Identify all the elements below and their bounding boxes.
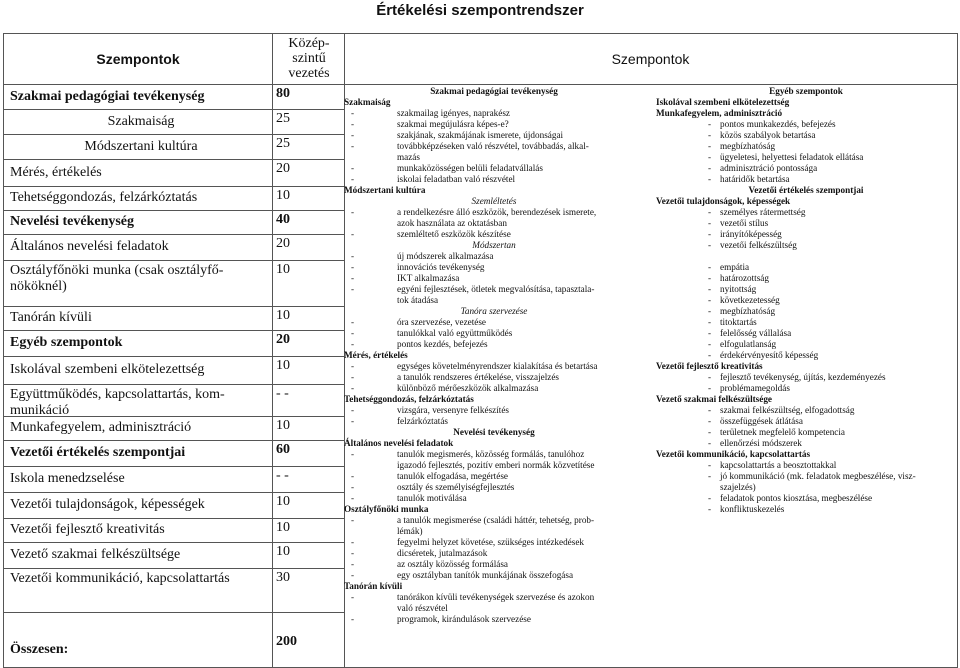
criteria-text: tanulók elfogadása, megértése <box>397 471 508 481</box>
criteria-text: tanulók motiválása <box>397 493 467 503</box>
bullet-dash: - <box>708 119 712 129</box>
criteria-line <box>656 383 956 394</box>
left-header-middle-management: Közép-szintű vezetés <box>288 36 330 81</box>
score-row <box>4 518 344 542</box>
criteria-line <box>344 372 644 383</box>
divider <box>4 466 344 467</box>
criteria-text: szakmai megújulásra képes-e? <box>397 119 509 129</box>
score-row-label: Vezető szakmai felkészültsége <box>10 547 181 562</box>
score-row-label: Nevelési tevékenység <box>10 214 135 229</box>
criteria-line <box>656 240 956 251</box>
criteria-text: tanórákon kívüli tevékenységek szervezése és azokon <box>397 592 595 602</box>
divider <box>4 492 344 493</box>
criteria-line <box>656 295 956 306</box>
score-row-label: Iskola menedzselése <box>10 471 125 486</box>
criteria-text: irányítóképesség <box>720 229 782 239</box>
score-row-label: Tehetséggondozás, felzárkóztatás <box>10 190 198 205</box>
score-row-label: Mérés, értékelés <box>10 164 102 180</box>
score-row <box>4 440 344 466</box>
criteria-line <box>344 262 644 273</box>
criteria-line <box>656 251 956 262</box>
criteria-line <box>656 405 956 416</box>
score-row <box>4 134 344 159</box>
criteria-line <box>344 108 644 119</box>
score-row <box>4 84 344 109</box>
score-row-value: 20 <box>276 236 290 251</box>
divider <box>272 34 273 667</box>
score-row-value: 60 <box>276 442 290 457</box>
criteria-line <box>656 119 956 130</box>
bullet-dash: - <box>351 141 355 151</box>
criteria-text: az osztály közösség formálása <box>397 559 508 569</box>
criteria-text: óra szervezése, vezetése <box>397 317 487 327</box>
right-header-criteria: Szempontok <box>611 51 690 67</box>
bullet-dash: - <box>351 548 355 558</box>
bullet-dash: - <box>351 284 355 294</box>
criteria-line <box>344 515 644 526</box>
score-row-label: Együttműködés, kapcsolattartás, kom-munikáció <box>10 387 225 418</box>
score-row <box>4 612 344 667</box>
criteria-line <box>344 482 644 493</box>
criteria-text: szakmai felkészültség, elfogadottság <box>720 405 855 415</box>
criteria-line <box>344 416 644 427</box>
score-row-value: 10 <box>276 418 290 433</box>
score-row-value: 10 <box>276 544 290 559</box>
criteria-text: a tanulók megismerése (családi háttér, tehetség, prob- <box>397 515 595 525</box>
divider <box>4 356 344 357</box>
bullet-dash: - <box>708 152 712 162</box>
score-row-label: Tanórán kívüli <box>10 310 92 325</box>
criteria-text: egyéni fejlesztések, ötletek megvalósítása, tapasztala- <box>397 284 595 294</box>
score-row-value: 10 <box>276 262 290 277</box>
criteria-text: különböző mérőeszközök alkalmazása <box>397 383 539 393</box>
bullet-dash: - <box>351 317 355 327</box>
bullet-dash: - <box>351 339 355 349</box>
criteria-text: ellenőrzési módszerek <box>720 438 802 448</box>
criteria-line: Általános nevelési feladatok <box>344 438 454 448</box>
score-row <box>4 330 344 356</box>
bullet-dash: - <box>708 504 712 514</box>
criteria-text: érdekérvényesítő képesség <box>720 350 819 360</box>
criteria-line <box>344 493 644 504</box>
criteria-line <box>656 130 956 141</box>
bullet-dash: - <box>708 317 712 327</box>
bullet-dash: - <box>351 229 355 239</box>
criteria-line <box>656 152 956 163</box>
score-row-label: Vezetői tulajdonságok, képességek <box>10 497 205 512</box>
divider <box>4 186 344 187</box>
bullet-dash: - <box>708 218 712 228</box>
criteria-line <box>656 163 956 174</box>
score-row-value: 40 <box>276 212 290 227</box>
score-row <box>4 159 344 186</box>
divider <box>4 542 344 543</box>
criteria-line: igazodó fejlesztés, pozitív emberi normák közvetítése <box>397 460 595 470</box>
bullet-dash: - <box>708 438 712 448</box>
criteria-text: megbízhatóság <box>720 306 776 316</box>
bullet-dash: - <box>351 449 355 459</box>
criteria-text: felelősség vállalása <box>720 328 792 338</box>
criteria-text: felzárkóztatás <box>397 416 449 426</box>
criteria-line: Vezetői értékelés szempontjai <box>748 185 864 195</box>
bullet-dash: - <box>351 328 355 338</box>
score-row-label: Szakmaiság <box>107 113 175 129</box>
bullet-dash: - <box>708 141 712 151</box>
criteria-line: azok használata az oktatásban <box>397 218 507 228</box>
criteria-line: Egyéb szempontok <box>769 86 843 96</box>
bullet-dash: - <box>708 350 712 360</box>
divider <box>4 260 344 261</box>
score-row <box>4 306 344 330</box>
bullet-dash: - <box>351 108 355 118</box>
score-row-value: 10 <box>276 520 290 535</box>
bullet-dash: - <box>351 207 355 217</box>
criteria-text: összefüggések átlátása <box>720 416 803 426</box>
criteria-table <box>3 33 958 668</box>
criteria-line <box>344 471 644 482</box>
criteria-text: a rendelkezésre álló eszközök, berendezések ismerete, <box>397 207 597 217</box>
criteria-text: személyes rátermettség <box>720 207 806 217</box>
score-row-value: 10 <box>276 188 290 203</box>
criteria-line <box>344 141 644 152</box>
bullet-dash: - <box>708 328 712 338</box>
criteria-line <box>344 229 644 240</box>
divider <box>4 568 344 569</box>
divider <box>4 330 344 331</box>
divider <box>4 84 957 85</box>
bullet-dash: - <box>708 405 712 415</box>
criteria-line <box>656 471 956 482</box>
bullet-dash: - <box>351 383 355 393</box>
criteria-text: ügyeletesi, helyettesi feladatok ellátása <box>720 152 864 162</box>
score-row-label: Szakmai pedagógiai tevékenység <box>10 88 205 104</box>
bullet-dash: - <box>351 537 355 547</box>
score-row-value: 25 <box>276 136 290 151</box>
criteria-text: problémamegoldás <box>720 383 790 393</box>
bullet-dash: - <box>708 295 712 305</box>
criteria-text: tanulók megismerés, közösség formálás, tanulóhoz <box>397 449 585 459</box>
criteria-text: jó kommunikáció (mk. feladatok megbeszélése, visz- <box>720 471 916 481</box>
score-row-label: Munkafegyelem, adminisztráció <box>10 420 192 435</box>
criteria-line <box>656 284 956 295</box>
score-row-label: Iskolával szembeni elkötelezettség <box>10 362 205 377</box>
criteria-line <box>344 284 644 295</box>
score-row <box>4 186 344 210</box>
score-row-value: 10 <box>276 308 290 323</box>
bullet-dash: - <box>708 130 712 140</box>
bullet-dash: - <box>708 174 712 184</box>
criteria-line <box>656 317 956 328</box>
bullet-dash: - <box>708 339 712 349</box>
score-row <box>4 109 344 134</box>
criteria-text: pontos munkakezdés, befejezés <box>720 119 836 129</box>
criteria-text: közös szabályok betartása <box>720 130 816 140</box>
criteria-line <box>344 449 644 460</box>
pedagogical-criteria-column <box>344 86 644 625</box>
bullet-dash: - <box>351 570 355 580</box>
left-header-criteria: Szempontok <box>96 51 180 67</box>
bullet-dash: - <box>351 251 355 261</box>
bullet-dash: - <box>351 515 355 525</box>
bullet-dash: - <box>351 559 355 569</box>
criteria-line <box>656 460 956 471</box>
score-row <box>4 384 344 416</box>
bullet-dash: - <box>351 592 355 602</box>
criteria-text: új módszerek alkalmazása <box>397 251 494 261</box>
criteria-text: empátia <box>720 262 750 272</box>
criteria-line <box>344 251 644 262</box>
criteria-line <box>344 273 644 284</box>
criteria-line: Szemléltetés <box>471 196 517 206</box>
bullet-dash: - <box>351 262 355 272</box>
criteria-line: szajelzés) <box>720 482 756 492</box>
bullet-dash: - <box>351 163 355 173</box>
score-row-value: 30 <box>276 570 290 585</box>
criteria-line <box>344 163 644 174</box>
bullet-dash: - <box>351 416 355 426</box>
criteria-line: lémák) <box>397 526 423 536</box>
score-row-label: Vezetői értékelés szempontjai <box>10 445 186 460</box>
criteria-text: fegyelmi helyzet követése, szükséges intézkedések <box>397 537 584 547</box>
score-row-label: Egyéb szempontok <box>10 335 123 350</box>
criteria-text: szemléltető eszközök készítése <box>397 229 511 239</box>
bullet-dash: - <box>351 471 355 481</box>
criteria-text: innovációs tevékenység <box>397 262 485 272</box>
criteria-text: programok, kirándulások szervezése <box>397 614 531 624</box>
score-row <box>4 234 344 260</box>
bullet-dash: - <box>351 174 355 184</box>
criteria-line <box>344 174 644 185</box>
criteria-line <box>656 229 956 240</box>
divider <box>4 612 344 613</box>
criteria-text: pontos kezdés, befejezés <box>397 339 488 349</box>
score-row <box>4 356 344 384</box>
criteria-line <box>344 405 644 416</box>
criteria-line <box>656 427 956 438</box>
bullet-dash: - <box>351 130 355 140</box>
bullet-dash: - <box>708 471 712 481</box>
criteria-line <box>344 119 644 130</box>
criteria-line: Módszertani kultúra <box>344 185 426 195</box>
score-row <box>4 568 344 612</box>
criteria-line: Mérés, értékelés <box>344 350 408 360</box>
bullet-dash: - <box>708 383 712 393</box>
criteria-text: egy osztályban tanítók munkájának összefogása <box>397 570 574 580</box>
criteria-text: elfogulatlanság <box>720 339 777 349</box>
score-row-value: 25 <box>276 111 290 126</box>
criteria-text: továbbképzéseken való részvétel, továbbadás, alkal- <box>397 141 589 151</box>
bullet-dash: - <box>708 229 712 239</box>
criteria-line <box>344 383 644 394</box>
criteria-line: Vezetői tulajdonságok, képességek <box>656 196 791 206</box>
criteria-text: munkaközösségen belüli feladatvállalás <box>397 163 543 173</box>
criteria-text: következetesség <box>720 295 780 305</box>
criteria-line <box>656 339 956 350</box>
score-row-value: 10 <box>276 358 290 373</box>
criteria-line: Tehetséggondozás, felzárkóztatás <box>344 394 474 404</box>
criteria-line: Tanórán kívüli <box>344 581 403 591</box>
criteria-line: Tanóra szervezése <box>460 306 528 316</box>
bullet-dash: - <box>708 372 712 382</box>
bullet-dash: - <box>351 614 355 624</box>
criteria-line <box>656 328 956 339</box>
divider <box>4 306 344 307</box>
criteria-line <box>656 218 956 229</box>
divider <box>4 134 344 135</box>
bullet-dash: - <box>351 119 355 129</box>
criteria-text: határozottság <box>720 273 769 283</box>
bullet-dash: - <box>351 482 355 492</box>
criteria-line: Szakmaiság <box>344 97 391 107</box>
score-row-label: Vezetői fejlesztő kreativitás <box>10 522 165 537</box>
bullet-dash: - <box>708 207 712 217</box>
criteria-line <box>344 339 644 350</box>
criteria-line <box>656 350 956 361</box>
score-row-label: Összesen: <box>10 642 69 657</box>
criteria-line <box>656 174 956 185</box>
score-row <box>4 542 344 568</box>
criteria-line <box>656 504 956 515</box>
criteria-line: Vezető szakmai felkészültsége <box>656 394 773 404</box>
other-criteria-column <box>656 86 956 515</box>
criteria-line <box>344 328 644 339</box>
bullet-dash: - <box>708 273 712 283</box>
criteria-line <box>656 207 956 218</box>
bullet-dash: - <box>708 163 712 173</box>
criteria-text: szakjának, szakmájának ismerete, újdonságai <box>397 130 564 140</box>
score-row <box>4 416 344 440</box>
criteria-text: osztály és személyiségfejlesztés <box>397 482 515 492</box>
score-row-value: 20 <box>276 332 290 347</box>
criteria-text: területnek megfelelő kompetencia <box>720 427 845 437</box>
criteria-line <box>656 416 956 427</box>
bullet-dash: - <box>351 361 355 371</box>
criteria-line <box>656 438 956 449</box>
criteria-line <box>656 372 956 383</box>
bullet-dash: - <box>708 460 712 470</box>
criteria-line <box>344 548 644 559</box>
criteria-line: Szakmai pedagógiai tevékenység <box>430 86 558 96</box>
criteria-line: Iskolával szembeni elkötelezettség <box>656 97 790 107</box>
criteria-text: konfliktuskezelés <box>720 504 785 514</box>
criteria-line <box>656 306 956 317</box>
criteria-line: Vezetői kommunikáció, kapcsolattartás <box>656 449 811 459</box>
bullet-dash: - <box>708 262 712 272</box>
criteria-line <box>344 361 644 372</box>
score-row-value: 10 <box>276 494 290 509</box>
criteria-line: Módszertan <box>472 240 516 250</box>
bullet-dash: - <box>708 240 712 250</box>
divider <box>4 210 344 211</box>
score-row <box>4 260 344 306</box>
criteria-line: tok átadása <box>397 295 439 305</box>
bullet-dash: - <box>351 405 355 415</box>
score-row-label: Vezetői kommunikáció, kapcsolattartás <box>10 571 230 586</box>
criteria-text: vezetői felkészültség <box>720 240 797 250</box>
criteria-line <box>656 262 956 273</box>
criteria-text: dicséretek, jutalmazások <box>397 548 488 558</box>
divider <box>4 384 344 385</box>
criteria-line <box>344 130 644 141</box>
criteria-line <box>344 207 644 218</box>
criteria-line: mazás <box>397 152 420 162</box>
score-row-label: Általános nevelési feladatok <box>10 239 169 254</box>
criteria-line <box>344 537 644 548</box>
criteria-text: titoktartás <box>720 317 757 327</box>
bullet-dash: - <box>708 427 712 437</box>
bullet-dash: - <box>708 416 712 426</box>
criteria-text: tanulókkal való együttműködés <box>397 328 513 338</box>
criteria-line <box>656 273 956 284</box>
bullet-dash: - <box>708 284 712 294</box>
score-row-value: 20 <box>276 161 290 176</box>
divider <box>4 518 344 519</box>
criteria-line: Munkafegyelem, adminisztráció <box>656 108 783 118</box>
criteria-text: határidők betartása <box>720 174 790 184</box>
divider <box>4 440 344 441</box>
criteria-line <box>344 614 644 625</box>
criteria-text: a tanulók rendszeres értékelése, visszajelzés <box>397 372 559 382</box>
criteria-line: Nevelési tevékenység <box>453 427 535 437</box>
bullet-dash: - <box>708 306 712 316</box>
criteria-text: kapcsolattartás a beosztottakkal <box>720 460 837 470</box>
left-score-table <box>4 34 344 667</box>
criteria-text: adminisztráció pontossága <box>720 163 818 173</box>
divider <box>4 234 344 235</box>
criteria-line: Vezetői fejlesztő kreativitás <box>656 361 763 371</box>
bullet-dash: - <box>351 273 355 283</box>
criteria-text: vizsgára, versenyre felkészítés <box>397 405 509 415</box>
score-row-value: - - <box>276 386 289 401</box>
criteria-text: IKT alkalmazása <box>397 273 460 283</box>
divider <box>4 159 344 160</box>
divider <box>4 109 344 110</box>
criteria-line <box>656 493 956 504</box>
criteria-text: nyitottság <box>720 284 757 294</box>
criteria-line <box>344 317 644 328</box>
bullet-dash: - <box>708 493 712 503</box>
criteria-line <box>344 559 644 570</box>
criteria-text: vezetői stílus <box>720 218 769 228</box>
score-row-label: Osztályfőnöki munka (csak osztályfő-nököknél) <box>10 263 224 294</box>
score-row-value: 200 <box>276 634 297 649</box>
score-row-value: 80 <box>276 86 290 101</box>
criteria-text: iskolai feladatban való részvétel <box>397 174 516 184</box>
criteria-text: szakmailag igényes, naprakész <box>397 108 511 118</box>
document-title: Értékelési szempontrendszer <box>376 2 584 19</box>
bullet-dash: - <box>351 372 355 382</box>
criteria-line <box>656 141 956 152</box>
criteria-text: fejlesztő tevékenység, újítás, kezdeményezés <box>720 372 886 382</box>
criteria-text: feladatok pontos kiosztása, megbeszélése <box>720 493 873 503</box>
score-row-label: Módszertani kultúra <box>84 138 198 154</box>
bullet-dash: - <box>351 493 355 503</box>
criteria-line: Osztályfőnöki munka <box>344 504 429 514</box>
criteria-text: egységes követelményrendszer kialakítása és betartása <box>397 361 598 371</box>
score-row <box>4 492 344 518</box>
score-row <box>4 466 344 492</box>
score-row <box>4 210 344 234</box>
divider <box>4 416 344 417</box>
criteria-line: való részvétel <box>397 603 448 613</box>
score-row-value: - - <box>276 468 289 483</box>
criteria-line <box>344 592 644 603</box>
criteria-text: megbízhatóság <box>720 141 776 151</box>
criteria-line <box>344 570 644 581</box>
